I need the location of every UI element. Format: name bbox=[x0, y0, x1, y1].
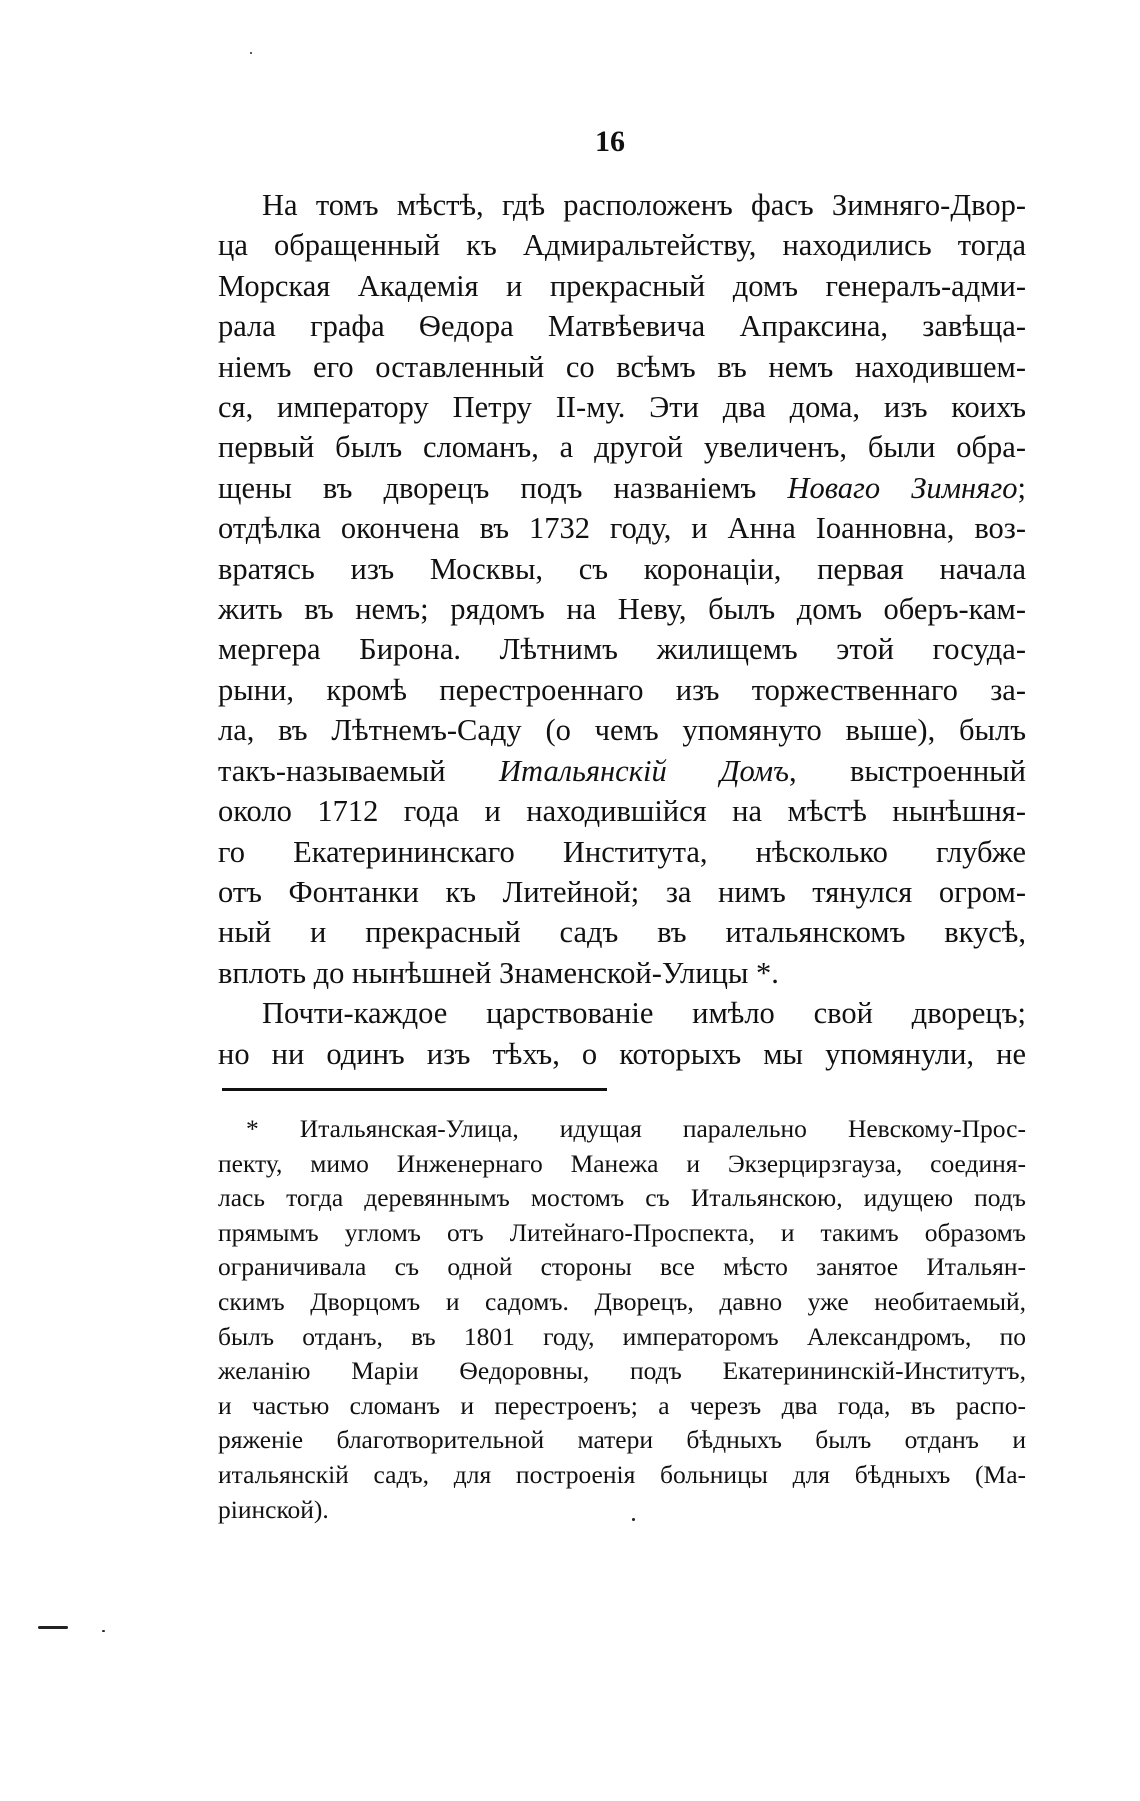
text-line bbox=[218, 751, 1026, 791]
text-line: первый былъ сломанъ, а другой увеличенъ, были обра- bbox=[218, 430, 1026, 465]
italic-text-segment: Итальянскій Домъ bbox=[499, 753, 789, 788]
text-line: * Итальянская-Улица, идущая паралельно Невскому-Прос- bbox=[246, 1114, 1026, 1143]
text-line: пекту, мимо Инженернаго Манежа и Экзерцирзгауза, соединя- bbox=[218, 1148, 1026, 1178]
text-line: Почти-каждое царствованіе имѣло свой дворецъ; bbox=[262, 996, 1026, 1031]
text-segment: ; bbox=[1017, 470, 1026, 505]
italic-text-segment: Новаго Зимняго bbox=[787, 470, 1018, 505]
text-line: вплоть до нынѣшней Знаменской-Улицы *. bbox=[218, 955, 779, 990]
text-line: рала графа Ѳедора Матвѣевича Апраксина, завѣща- bbox=[218, 309, 1026, 344]
text-line: и частью сломанъ и перестроенъ; а черезъ два года, въ распо- bbox=[218, 1390, 1026, 1420]
text-line: го Екатерининскаго Института, нѣсколько глубже bbox=[218, 834, 1026, 869]
text-line: жить въ немъ; рядомъ на Неву, былъ домъ оберъ-кам- bbox=[218, 592, 1026, 627]
text-line: желанію Маріи Ѳедоровны, подъ Екатерининскій-Институтъ, bbox=[218, 1356, 1026, 1386]
text-line: итальянскій садъ, для построенія больницы для бѣдныхъ (Ма- bbox=[218, 1459, 1026, 1489]
text-line bbox=[218, 468, 1026, 508]
text-line: около 1712 года и находившійся на мѣстѣ нынѣшня- bbox=[218, 794, 1026, 829]
text-line: но ни одинъ изъ тѣхъ, о которыхъ мы упомянули, не bbox=[218, 1036, 1026, 1071]
text-segment: такъ-называемый bbox=[218, 753, 500, 788]
text-line: прямымъ угломъ отъ Литейнаго-Проспекта, и такимъ образомъ bbox=[218, 1217, 1026, 1247]
text-line: ный и прекрасный садъ въ итальянскомъ вкусѣ, bbox=[218, 915, 1026, 950]
text-line: мергера Бирона. Лѣтнимъ жилищемъ этой госуда- bbox=[218, 632, 1026, 667]
footnote-separator-rule bbox=[222, 1088, 607, 1091]
text-line: лась тогда деревяннымъ мостомъ съ Итальянскою, идущею подъ bbox=[218, 1183, 1026, 1213]
text-line: ряженіе благотворительной матери бѣдныхъ былъ отданъ и bbox=[218, 1425, 1026, 1455]
page-number: 16 bbox=[595, 125, 625, 158]
text-line: Морская Академія и прекрасный домъ генералъ-адми- bbox=[218, 268, 1026, 303]
text-line: ріинской). bbox=[218, 1494, 329, 1524]
text-line: отъ Фонтанки къ Литейной; за нимъ тянулся огром- bbox=[218, 874, 1026, 909]
main-text-body bbox=[218, 185, 1026, 1074]
text-line: ніемъ его оставленный со всѣмъ въ немъ находившем- bbox=[218, 349, 1026, 384]
text-line: ла, въ Лѣтнемъ-Саду (о чемъ упомянуто выше), былъ bbox=[218, 713, 1026, 748]
text-line: скимъ Дворцомъ и садомъ. Дворецъ, давно уже необитаемый, bbox=[218, 1286, 1026, 1316]
text-line: былъ отданъ, въ 1801 году, императоромъ Александромъ, по bbox=[218, 1321, 1026, 1351]
print-speck bbox=[632, 1518, 635, 1521]
text-line: отдѣлка окончена въ 1732 году, и Анна Іоанновна, воз- bbox=[218, 511, 1026, 546]
text-segment: , выстроенный bbox=[788, 753, 1026, 788]
print-speck bbox=[38, 1626, 68, 1629]
text-line: На томъ мѣстѣ, гдѣ расположенъ фасъ Зимняго-Двор- bbox=[262, 188, 1026, 222]
text-line: ца обращенный къ Адмиральтейству, находились тогда bbox=[218, 228, 1026, 263]
text-line: рыни, кромѣ перестроеннаго изъ торжественнаго за- bbox=[218, 672, 1026, 707]
text-line: ограничивала съ одной стороны все мѣсто занятое Итальян- bbox=[218, 1252, 1026, 1282]
print-speck bbox=[250, 52, 252, 54]
text-segment: щены въ дворецъ подъ названіемъ bbox=[218, 470, 788, 505]
text-line: вратясь изъ Москвы, съ коронаціи, первая начала bbox=[218, 551, 1026, 586]
print-speck bbox=[102, 1630, 105, 1632]
text-line: ся, императору Петру II-му. Эти два дома, изъ коихъ bbox=[218, 390, 1026, 425]
footnote-body bbox=[218, 1112, 1026, 1527]
